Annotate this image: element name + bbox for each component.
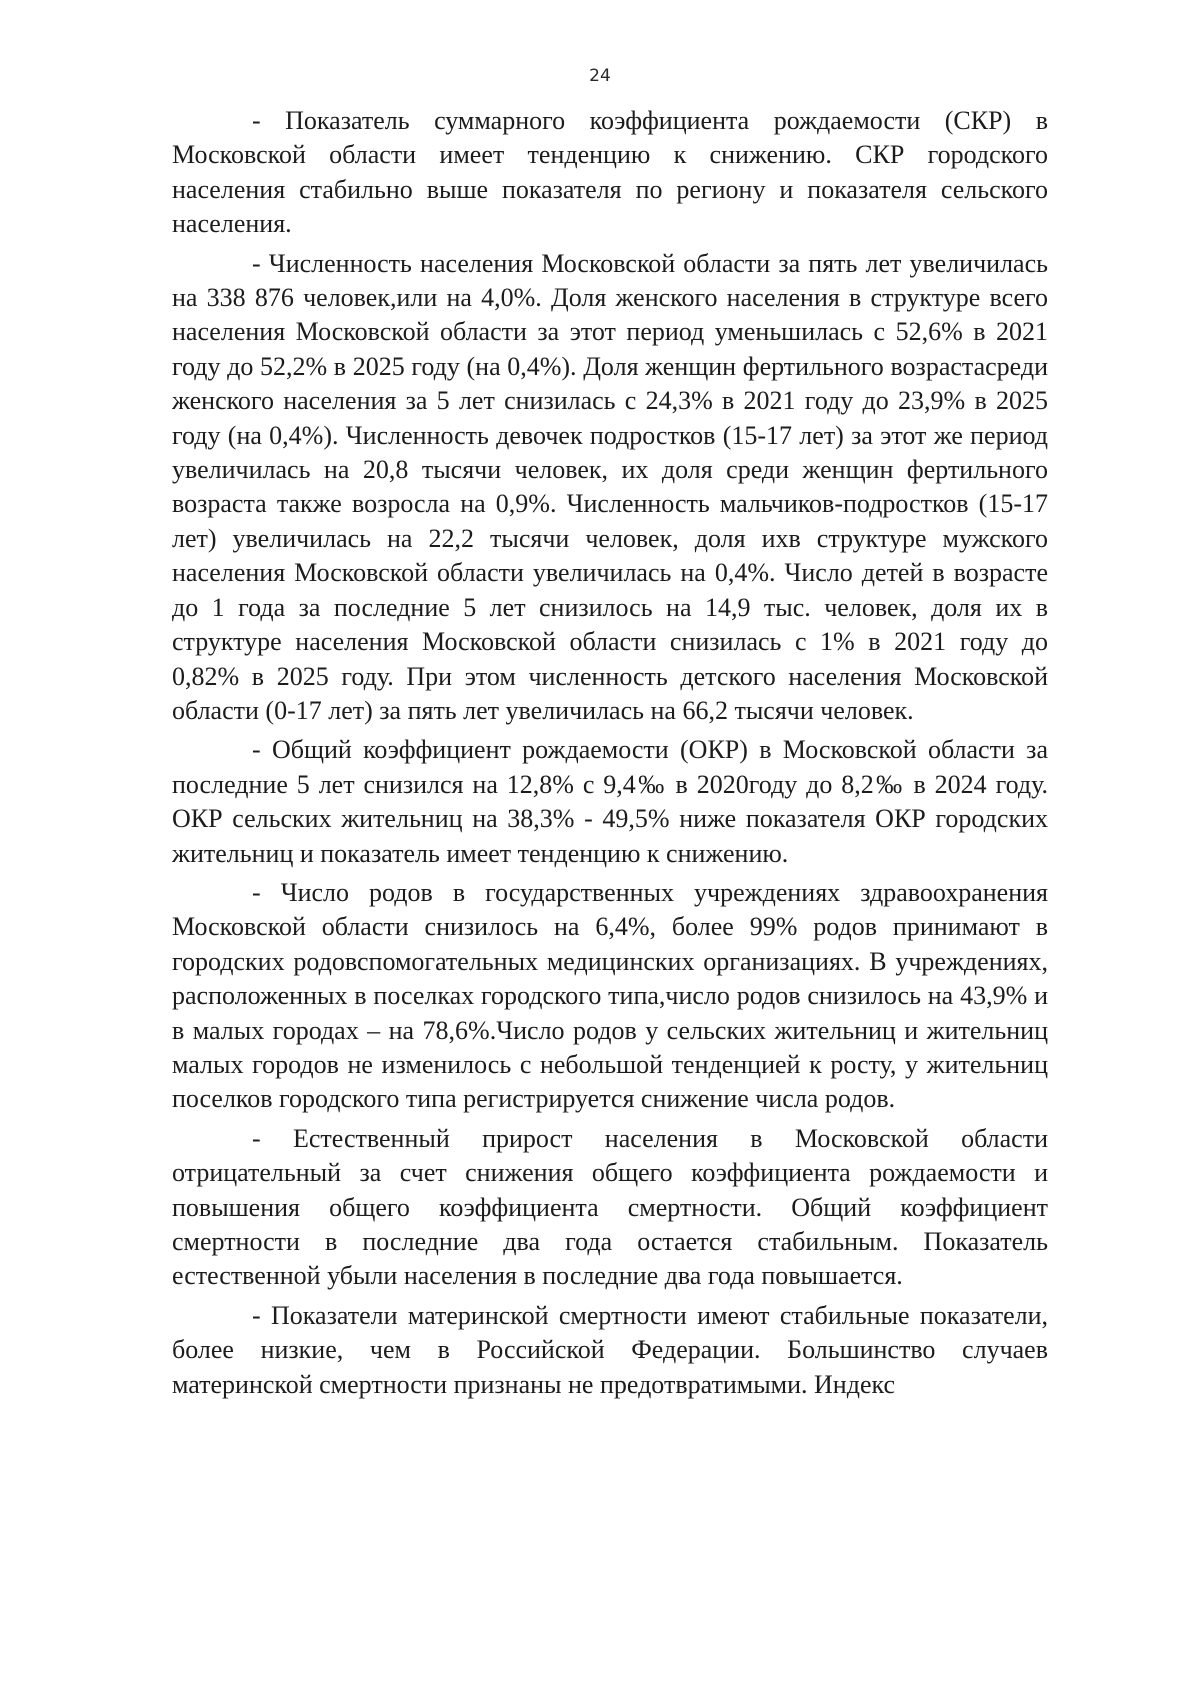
document-body <box>172 104 1048 1402</box>
paragraph-crude-birth-rate: - Общий коэффициент рождаемости (ОКР) в Московской области за последние 5 лет снизился на 12,8% с 9,4‰ в 2020году до 8,2‰ в 2024 году. ОКР сельских жительниц на 38,3% - 49,5% ниже показателя ОКР городских жительниц и показатель имеет тенденцию к снижению. <box>172 735 1048 868</box>
paragraph-fertility-rate: - Показатель суммарного коэффициента рождаемости (СКР) в Московской области имеет тенденцию к снижению. СКР городского населения стабильно выше показателя по региону и показателя сельского населения. <box>172 106 1048 239</box>
paragraph-births-in-facilities: - Число родов в государственных учреждениях здравоохранения Московской области снизилось на 6,4%, более 99% родов принимают в городских родовспомогательных медицинских организациях. В учреждениях, расположенных в поселках городского типа,число родов снизилось на 43,9% и в малых городах – на 78,6%.Число родов у сельских жительниц и жительниц малых городов не изменилось с небольшой тенденцией к росту, у жительниц поселков городского типа регистрируется снижение числа родов. <box>172 877 1048 1114</box>
paragraph-population-size: - Численность населения Московской области за пять лет увеличилась на 338 876 человек,или на 4,0%. Доля женского населения в структуре всего населения Московской области за этот период уменьшилась с 52,6% в 2021 году до 52,2% в 2025 году (на 0,4%). Доля женщин фертильного возрастасреди женского населения за 5 лет снизилась с 24,3% в 2021 году до 23,9% в 2025 году (на 0,4%). Численность девочек подростков (15-17 лет) за этот же период увеличилась на 20,8 тысячи человек, их доля среди женщин фертильного возраста также возросла на 0,9%. Численность мальчиков-подростков (15-17 лет) увеличилась на 22,2 тысячи человек, доля ихв структуре мужского населения Московской области увеличилась на 0,4%. Число детей в возрасте до 1 года за последние 5 лет снизилось на 14,9 тыс. человек, доля их в структуре населения Московской области снизилась с 1% в 2021 году до 0,82% в 2025 году. При этом численность детского населения Московской области (0-17 лет) за пять лет увеличилась на 66,2 тысячи человек. <box>172 248 1048 725</box>
paragraph-maternal-mortality: - Показатели материнской смертности имеют стабильные показатели, более низкие, чем в Российской Федерации. Большинство случаев материнской смертности признаны не предотвратимыми. Индекс <box>172 1300 1048 1399</box>
page-number: 24 <box>589 66 611 86</box>
paragraph-natural-increase: - Естественный прирост населения в Московской области отрицательный за счет снижения общего коэффициента рождаемости и повышения общего коэффициента смертности. Общий коэффициент смертности в последние два года остается стабильным. Показатель естественной убыли населения в последние два года повышается. <box>172 1123 1048 1291</box>
